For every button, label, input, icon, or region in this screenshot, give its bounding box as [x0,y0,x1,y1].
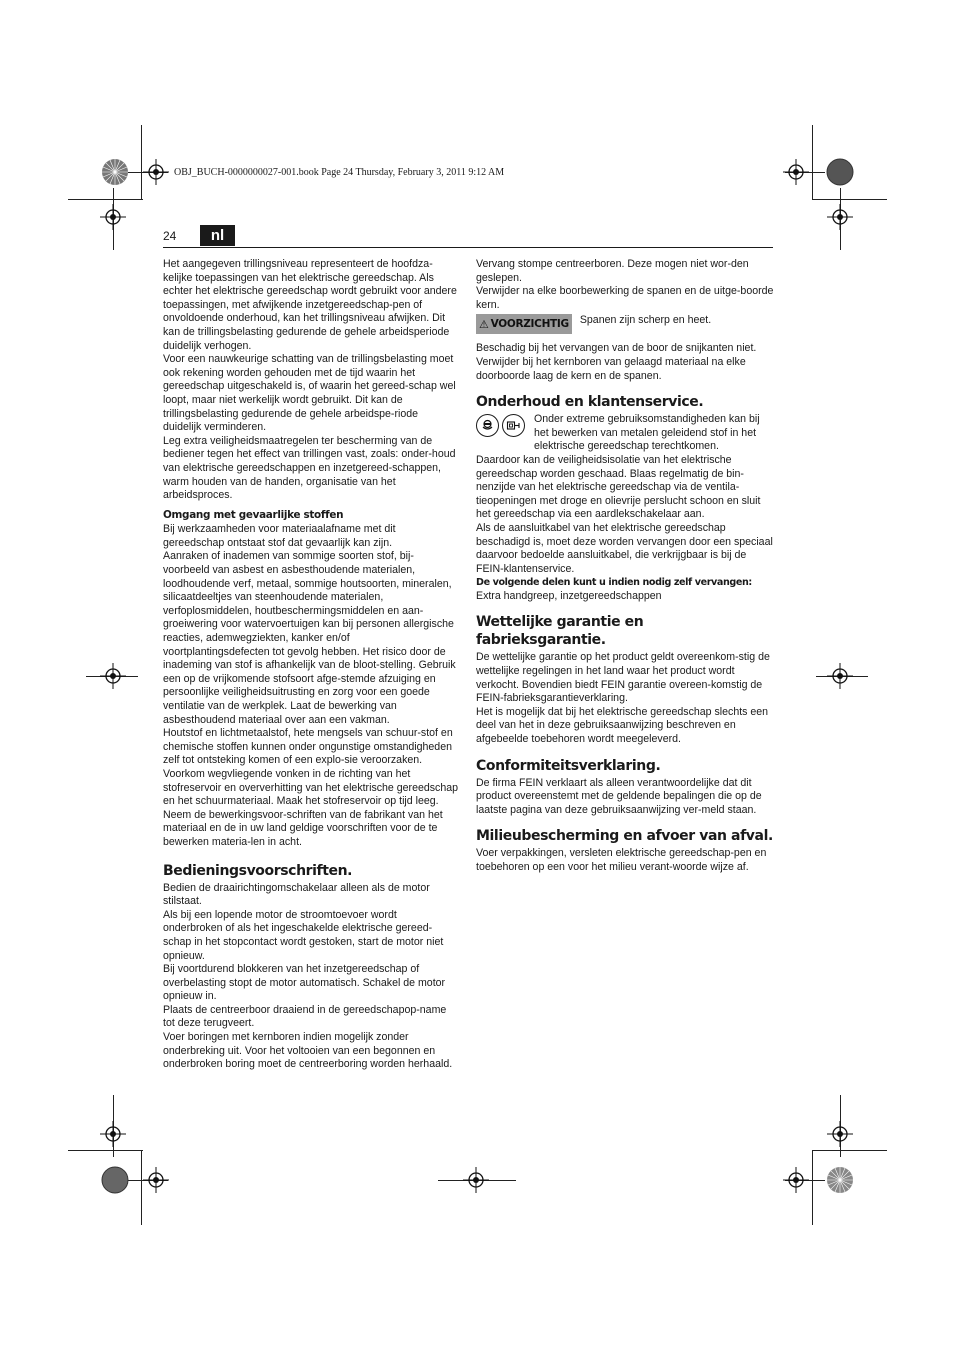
print-rosette-icon [826,1166,854,1194]
trim-line-top-left [141,125,142,200]
intro-paragraph: Leg extra veiligheidsmaatregelen ter bescherming van de bediener tegen het effect van trillingen vast, zoals: onder-houd van elektrische gereedschappen en inzetgereed-schappen, warm houden van de handen, organisatie van het arbeidsproces. [163,434,456,502]
warranty-heading: Wettelijke garantie en fabrieksgarantie. [476,614,644,649]
operation-paragraph: Bij voortdurend blokkeren van het inzetgereedschap of overbelasting stopt de motor automatisch. Schakel de motor opnieuw in. [163,963,446,1003]
operation-heading: Bedieningsvoorschriften. [163,862,353,879]
drill-paragraph: Beschadig bij het vervangen van de boor de snijkanten niet. [476,342,757,355]
maintenance-icons [476,414,528,437]
language-badge: nl [200,225,235,246]
trim-line-h-top-left [68,199,143,200]
operation-paragraph: Plaats de centreerboor draaiend in de gereedschapop-name tot deze terugveert. [163,1003,447,1030]
warning-row [476,314,774,334]
print-rosette-icon [101,158,129,186]
trim-line-h-bottom-right [812,1150,887,1151]
maintenance-heading: Onderhoud en klantenservice. [476,394,704,411]
crosshair-registration-icon [143,159,169,185]
crosshair-registration-icon [100,663,126,689]
warranty-paragraph: Het is mogelijk dat bij het elektrische gereedschap slechts een deel van het in deze gebruiksaanwijzing beschreven en afgebeelde toebehoren wordt meegeleverd. [476,705,769,746]
warning-text: Spanen zijn scherp en heet. [579,314,712,327]
dust-paragraph: Bij werkzaamheden voor materiaalafname met dit gereedschap ontstaat stof dat gevaarlijk kan zijn. [163,523,396,549]
header-rule [163,247,773,248]
trim-line-bottom-right [812,1150,813,1225]
warning-badge [476,314,572,334]
drill-paragraph: Vervang stompe centreerboren. Deze mogen niet wor-den geslepen. [476,258,749,284]
right-column [476,258,774,875]
trim-line-bottom-left [141,1150,142,1225]
crosshair-registration-icon [100,204,126,230]
trim-line-h-top-right [812,199,887,200]
print-rosette-icon [826,158,854,186]
page-number: 24 [163,229,177,243]
environment-heading: Milieubescherming en afvoer van afval. [476,828,773,845]
operation-paragraph: Bedien de draairichtingomschakelaar alleen als de motor stilstaat. [163,881,430,908]
print-rosette-icon [101,1166,129,1194]
intro-paragraph: Voor een nauwkeurige schatting van de trillingsbelasting moet ook rekening worden gehouden met de tijd waarin het gereedschap uitgeschakeld is, of waarin het gereed-schap wel loopt, maar niet werkelijk wordt gebruikt. Dit kan de trillingsbelasting gedurende de gehele arbeidspe-riode duidelijk verminderen. [163,353,456,434]
crosshair-registration-icon [783,1167,809,1193]
trim-line-top-right [812,125,813,200]
crosshair-registration-icon [143,1167,169,1193]
grounded-connection-icon [502,414,525,437]
maintenance-icon-row [476,413,774,454]
dust-heading: Omgang met gevaarlijke stoffen [163,508,344,521]
left-column [163,258,459,1072]
warning-label: VOORZICHTIG [490,317,569,330]
book-file-line: OBJ_BUCH-0000000027-001.book Page 24 Thursday, February 3, 2011 9:12 AM [174,167,505,178]
replace-text: Extra handgreep, inzetgereedschappen [476,589,662,602]
operation-paragraph: Als bij een lopende motor de stroomtoevoer wordt onderbroken of als het ingeschakelde elektrische gereed-schap in het stopcontact wordt gestoken, start de motor niet opnieuw. [163,908,444,962]
drill-paragraph: Verwijder na elke boorbewerking de spanen en de uitge-boorde kern. [476,285,774,311]
crosshair-registration-icon [100,1121,126,1147]
maintenance-paragraph: Daardoor kan de veiligheidsisolatie van het elektrische gereedschap worden geschaad. Blaas regelmatig de bin-nenzijde van het elektrische gereedschap via de ventila-tieopeningen met droge en olievrije perslucht schoon en sluit het gereedschap via een aardlekschakelaar aan. [476,453,761,521]
maintenance-paragraph: Als de aansluitkabel van het elektrische gereedschap beschadigd is, moet deze worden vervangen door een speciaal daarvoor bedoelde aansluitkabel, die verkrijgbaar is bij de FEIN-klantenservice. [476,521,773,575]
conformity-heading: Conformiteitsverklaring. [476,757,661,774]
crosshair-registration-icon [827,1121,853,1147]
replace-heading: De volgende delen kunt u indien nodig zelf vervangen: [476,577,752,589]
operation-paragraph: Voer boringen met kernboren indien mogelijk zonder onderbreking uit. Voor het voltooien van een begonnen en onderbroken boring moet de centreerboring worden herhaald. [163,1031,453,1071]
crosshair-registration-icon [783,159,809,185]
crosshair-registration-icon [463,1167,489,1193]
safety-goggles-icon [476,414,499,437]
warranty-paragraph: De wettelijke garantie op het product geldt overeenkom-stig de wettelijke regelingen in het land waar het product wordt verkocht. Bovendien biedt FEIN garantie overeen-komstig de FEIN-fabrieksgarantieverklaring. [476,651,770,705]
intro-paragraph: Het aangegeven trillingsniveau representeert de hoofdza-kelijke toepassingen van het elektrische gereedschap. Als echter het elektrische gereedschap wordt gebruikt voor andere toepassingen, met afwijkende inzetgereedschap-pen of onvoldoende onderhoud, kan het trillingsniveau afwijken. Dit kan de trillingsbelasting gedurende de gehele arbeidsperiode duidelijk verhogen. [163,258,457,352]
crosshair-registration-icon [827,663,853,689]
dust-paragraph: Houtstof en lichtmetaalstof, hete mengsels van schuur-stof en chemische stoffen kunnen onder ongunstige omstandigheden zelf tot ontsteking komen of een explo-sie veroorzaken. Voorkom wegvliegende vonken in de richting van het stofreservoir en oververhitting van het elektrische gereedschap en het schuurmateriaal. Maak het stofreservoir op tijd leeg. Neem de bewerkingsvoor-schriften van de fabrikant van het materiaal en de in uw land geldige voorschriften voor de te bewerken materia-len in acht. [163,727,459,848]
conformity-text: De firma FEIN verklaart als alleen verantwoordelijke dat dit product overeenstemt met de geldende bepalingen die op de laatste pagina van deze gebruiksaanwijzing ver-meld staan. [476,776,762,816]
maintenance-icon-text: Onder extreme gebruiksomstandigheden kan bij het bewerken van metalen geleidend stof in het elektrische gereedschap terechtkomen. [534,413,760,453]
drill-paragraph: Verwijder bij het kernboren van gelaagd materiaal na elke doorboorde laag de kern en de spanen. [476,355,746,382]
dust-paragraph: Aanraken of inademen van sommige soorten stof, bij-voorbeeld van asbest en asbesthoudende materialen, loodhoudende verf, metaal, sommige houtsoorten, mineralen, silicaatdeeltjes van steenhoudende materialen, verfoplosmiddelen, houtbeschermingsmiddelen en aan-groeiwering voor watervoertuigen kan bij personen allergische reacties, ademwegziekten, kanker en/of voortplantingsdefecten tot gevolg hebben. Het risico door de inademing van stof is afhankelijk van de bloot-stelling. Gebruik een op de vrijkomende stofsoort afge-stemde afzuiging en persoonlijke veiligheidsuitrusting en zorg voor een goede ventilatie van de werkplek. Laat de bewerking van asbesthoudend materiaal over aan een vakman. [163,550,456,726]
environment-text: Voer verpakkingen, versleten elektrische gereedschap-pen en toebehoren op een voor het milieu verant-woorde wijze af. [476,847,767,873]
trim-line-h-bottom-left [68,1150,143,1151]
crosshair-registration-icon [827,204,853,230]
warning-triangle-icon: ⚠ [479,317,489,331]
